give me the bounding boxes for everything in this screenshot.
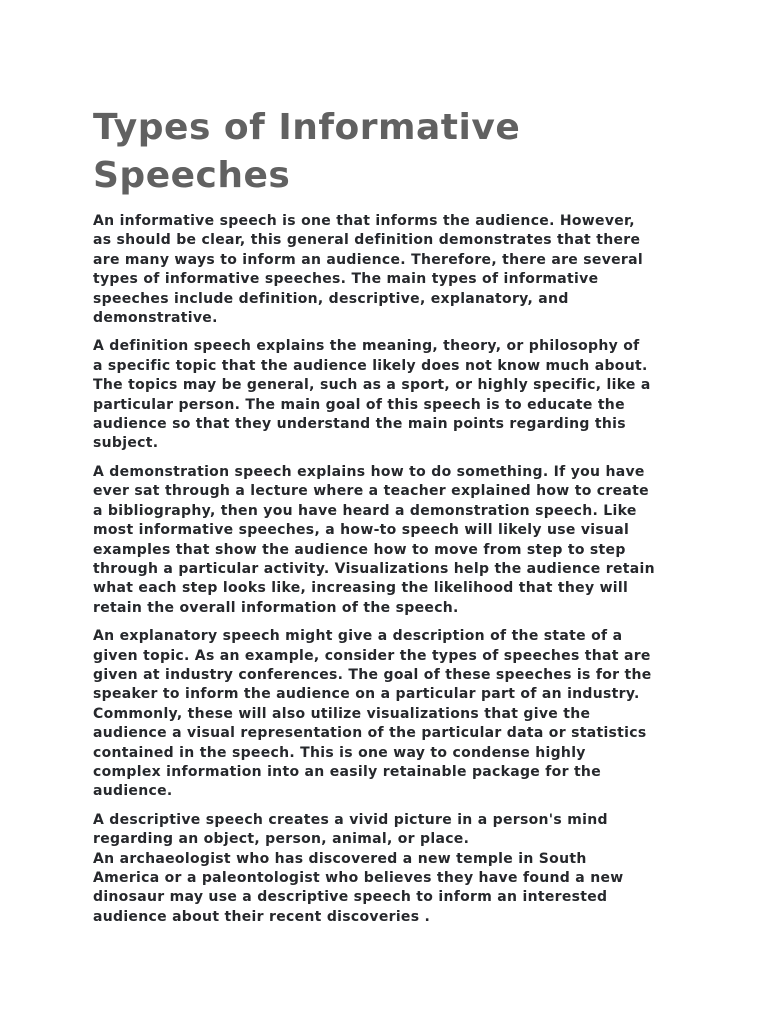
text-line: A definition speech explains the meaning, theory, or philosophy of xyxy=(93,338,640,355)
text-line: Commonly, these will also utilize visualizations that give the xyxy=(93,705,591,722)
paragraph-intro xyxy=(93,212,683,328)
page-title xyxy=(93,104,683,200)
document-page xyxy=(93,104,683,927)
paragraph-demonstration xyxy=(93,463,683,618)
text-line: through a particular activity. Visualizations help the audience retain xyxy=(93,560,655,577)
text-line: a bibliography, then you have heard a demonstration speech. Like xyxy=(93,502,637,519)
text-line: particular person. The main goal of this speech is to educate the xyxy=(93,396,625,413)
text-line: The topics may be general, such as a sport, or highly specific, like a xyxy=(93,377,651,394)
paragraph-explanatory xyxy=(93,627,683,802)
text-line: audience a visual representation of the particular data or statistics xyxy=(93,725,647,742)
title-line-1: Types of Informative xyxy=(93,107,521,148)
text-line: speeches include definition, descriptive, explanatory, and xyxy=(93,290,569,307)
text-line: A demonstration speech explains how to do something. If you have xyxy=(93,463,645,480)
text-line: A descriptive speech creates a vivid picture in a person's mind xyxy=(93,811,608,828)
text-line: examples that show the audience how to move from step to step xyxy=(93,541,626,558)
text-line: given at industry conferences. The goal of these speeches is for the xyxy=(93,666,652,683)
text-line: given topic. As an example, consider the types of speeches that are xyxy=(93,647,651,664)
title-line-2: Speeches xyxy=(93,155,291,196)
text-line: a specific topic that the audience likely does not know much about. xyxy=(93,357,648,374)
text-line: are many ways to inform an audience. Therefore, there are several xyxy=(93,251,643,268)
text-line: An archaeologist who has discovered a new temple in South xyxy=(93,850,587,867)
text-line: audience. xyxy=(93,783,173,800)
text-line: An informative speech is one that informs the audience. However, xyxy=(93,213,635,229)
text-line: as should be clear, this general definition demonstrates that there xyxy=(93,232,641,249)
text-line: types of informative speeches. The main types of informative xyxy=(93,271,599,288)
text-line: audience so that they understand the main points regarding this xyxy=(93,416,626,433)
paragraph-descriptive xyxy=(93,811,683,927)
text-line: America or a paleontologist who believes they have found a new xyxy=(93,870,624,886)
text-line: regarding an object, person, animal, or place. xyxy=(93,831,470,848)
text-line: subject. xyxy=(93,435,159,452)
text-line: contained in the speech. This is one way to condense highly xyxy=(93,744,586,761)
text-line: An explanatory speech might give a description of the state of a xyxy=(93,628,623,645)
text-line: retain the overall information of the speech. xyxy=(93,599,459,616)
paragraph-definition xyxy=(93,337,683,453)
text-line: most informative speeches, a how-to speech will likely use visual xyxy=(93,522,630,539)
text-line: what each step looks like, increasing the likelihood that they will xyxy=(93,580,629,597)
text-line: ever sat through a lecture where a teacher explained how to create xyxy=(93,483,649,500)
text-line: speaker to inform the audience on a particular part of an industry. xyxy=(93,686,640,703)
text-line: audience about their recent discoveries . xyxy=(93,908,431,925)
text-line: dinosaur may use a descriptive speech to inform an interested xyxy=(93,889,608,906)
text-line: complex information into an easily retainable package for the xyxy=(93,763,601,780)
text-line: demonstrative. xyxy=(93,310,218,327)
